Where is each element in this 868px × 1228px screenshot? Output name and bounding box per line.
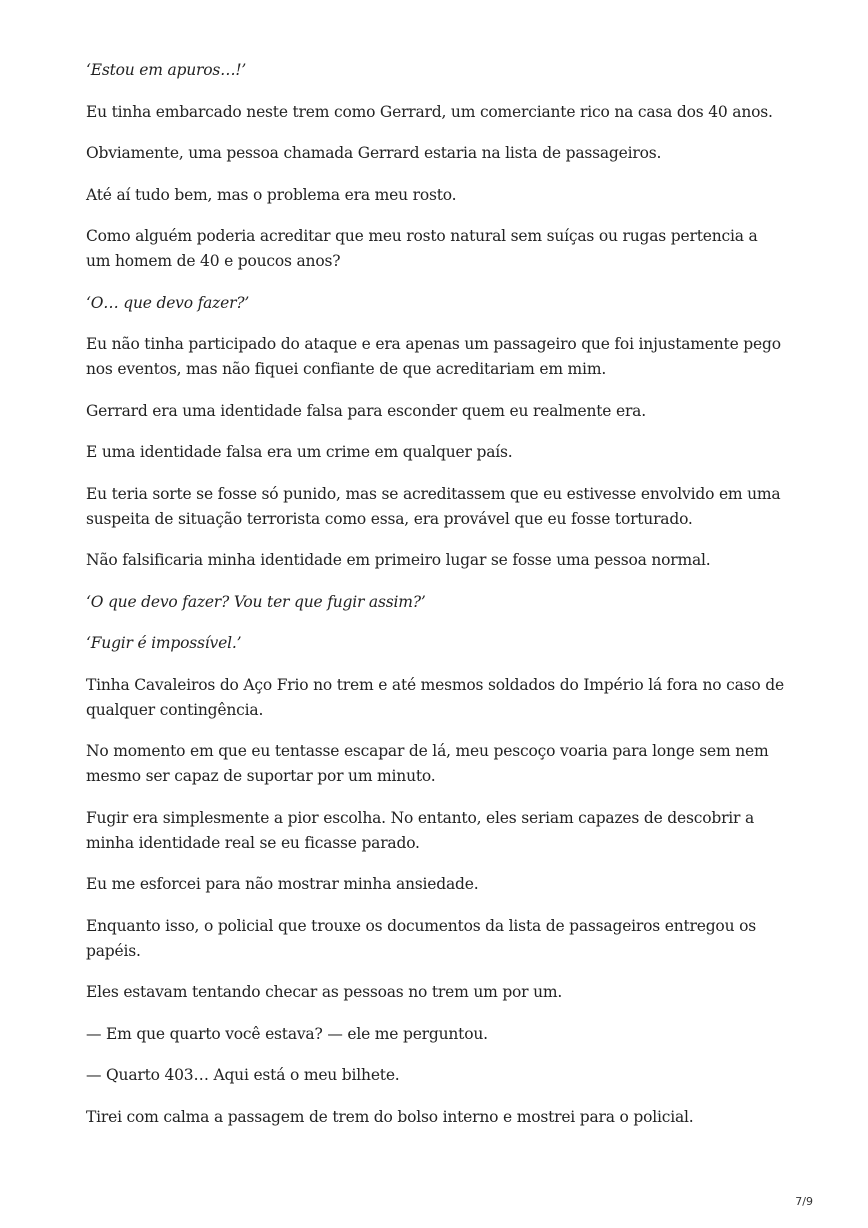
paragraph: Tinha Cavaleiros do Aço Frio no trem e até mesmos soldados do Império lá fora no caso de qualquer contingência. (86, 675, 784, 719)
paragraph: Gerrard era uma identidade falsa para esconder quem eu realmente era. (86, 401, 646, 420)
paragraph: ‘O… que devo fazer?’ (86, 293, 250, 312)
paragraph: E uma identidade falsa era um crime em qualquer país. (86, 443, 513, 461)
paragraph: Tirei com calma a passagem de trem do bolso interno e mostrei para o policial. (86, 1107, 694, 1126)
paragraph: ‘Estou em apuros…!’ (86, 61, 247, 79)
paragraph: Eu não tinha participado do ataque e era apenas um passageiro que foi injustamente pego nos eventos, mas não fiquei confiante de que acreditariam em mim. (86, 335, 781, 378)
paragraph: Fugir era simplesmente a pior escolha. No entanto, eles seriam capazes de descobrir a minha identidade real se eu ficasse parado. (86, 808, 755, 852)
paragraph: Obviamente, uma pessoa chamada Gerrard estaria na lista de passageiros. (86, 144, 662, 162)
paragraph: Eu tinha embarcado neste trem como Gerrard, um comerciante rico na casa dos 40 anos. (86, 102, 773, 121)
page-number: 7/9 (795, 1195, 813, 1208)
paragraph: Eu me esforcei para não mostrar minha ansiedade. (86, 875, 479, 893)
paragraph: — Quarto 403… Aqui está o meu bilhete. (86, 1066, 400, 1084)
paragraph: — Em que quarto você estava? — ele me perguntou. (86, 1024, 488, 1043)
paragraph: Até aí tudo bem, mas o problema era meu rosto. (86, 185, 457, 204)
paragraph: ‘Fugir é impossível.’ (86, 634, 242, 652)
paragraph: Eu teria sorte se fosse só punido, mas se acreditassem que eu estivesse envolvido em uma suspeita de situação terrorista como essa, era provável que eu fosse torturado. (86, 484, 781, 528)
paragraph: Não falsificaria minha identidade em primeiro lugar se fosse uma pessoa normal. (86, 551, 711, 569)
paragraph: Eles estavam tentando checar as pessoas no trem um por um. (86, 983, 563, 1001)
paragraph: Enquanto isso, o policial que trouxe os documentos da lista de passageiros entregou os papéis. (86, 916, 756, 960)
paragraph: ‘O que devo fazer? Vou ter que fugir assim?’ (86, 592, 426, 611)
document-body (86, 58, 786, 1146)
paragraph: No momento em que eu tentasse escapar de lá, meu pescoço voaria para longe sem nem mesmo ser capaz de suportar por um minuto. (86, 742, 769, 785)
paragraph: Como alguém poderia acreditar que meu rosto natural sem suíças ou rugas pertencia a um homem de 40 e poucos anos? (86, 227, 758, 270)
